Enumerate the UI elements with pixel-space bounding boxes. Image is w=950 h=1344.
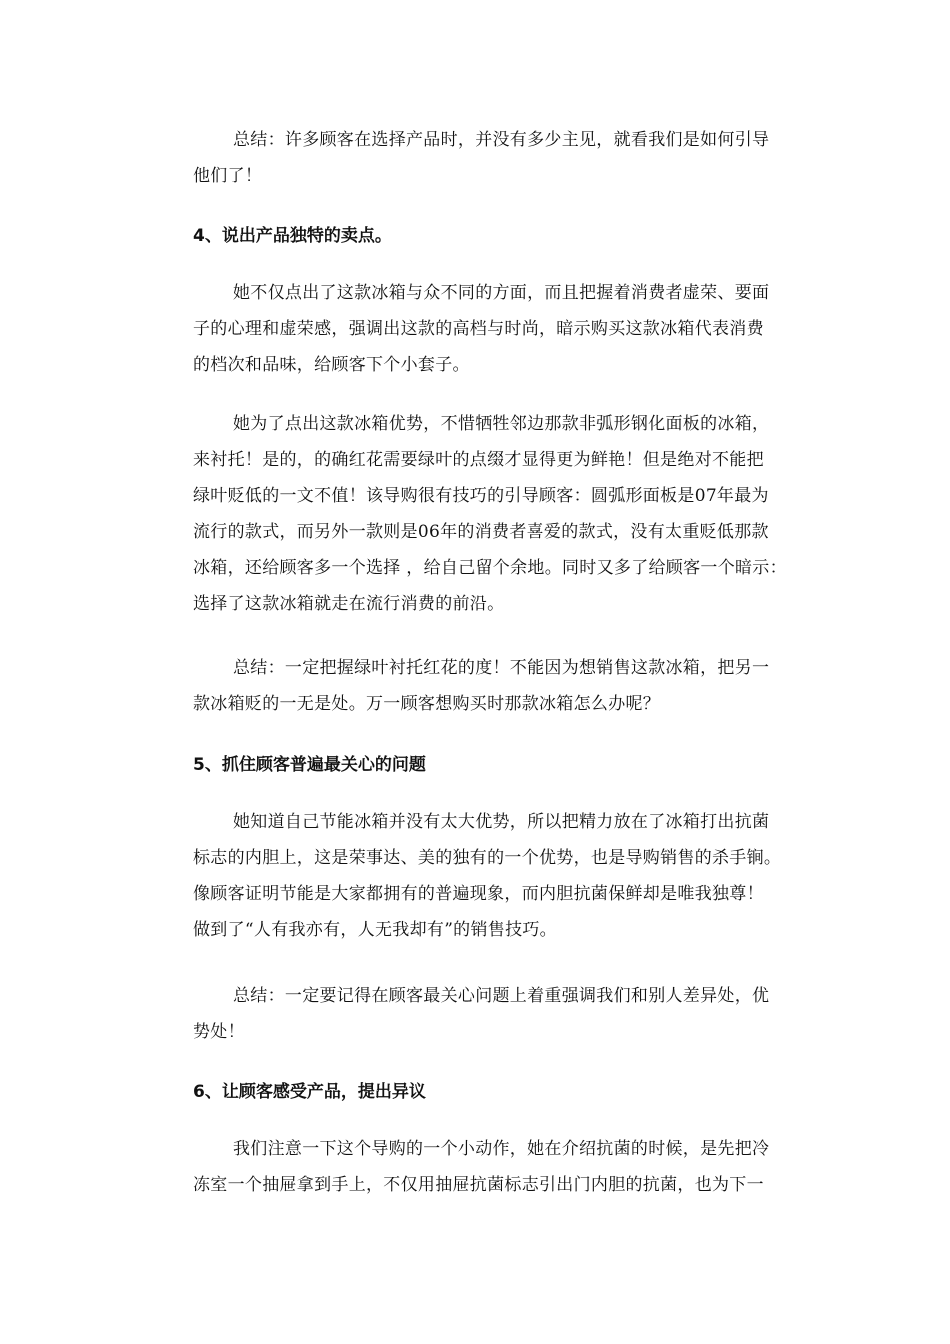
paragraph-summary-3: 总结：一定要记得在顾客最关心问题上着重强调我们和别人差异处，优 势处！	[193, 986, 770, 1042]
paragraph-contrast: 她为了点出这款冰箱优势，不惜牺牲邻边那款非弧形钢化面板的冰箱， 来衬托！是的，的确红花需要绿叶的点缀才显得更为鲜艳！但是绝对不能把 绿叶贬低的一文不值！该导购很有技巧的引导顾客：圆弧形面板是07年最为 流行的款式，而另外一款则是06年的消费者喜爱的款式，没有太重贬低那款 冰箱，还给顾客多一个选择 ，给自己留个余地。同时又多了给顾客一个暗示： 选择了这款冰箱就走在流行消费的前沿。	[193, 414, 787, 614]
paragraph-experience: 我们注意一下这个导购的一个小动作，她在介绍抗菌的时候，是先把冷 冻室一个抽屉拿到手上，不仅用抽屉抗菌标志引出门内胆的抗菌，也为下一	[193, 1139, 770, 1195]
paragraph-concern: 她知道自己节能冰箱并没有太大优势，所以把精力放在了冰箱打出抗菌 标志的内胆上，这是荣事达、美的独有的一个优势，也是导购销售的杀手锏。 像顾客证明节能是大家都拥有的普遍现象，而内胆抗菌保鲜却是唯我独尊！ 做到了“人有我亦有，人无我却有”的销售技巧。	[193, 812, 782, 940]
section-heading-6: 6、让顾客感受产品，提出异议	[193, 1082, 426, 1102]
section-heading-5: 5、抓住顾客普遍最关心的问题	[193, 755, 426, 775]
paragraph-selling-point: 她不仅点出了这款冰箱与众不同的方面，而且把握着消费者虚荣、要面 子的心理和虚荣感，强调出这款的高档与时尚，暗示购买这款冰箱代表消费 的档次和品味，给顾客下个小套子。	[193, 283, 770, 375]
section-heading-4: 4、说出产品独特的卖点。	[193, 226, 392, 246]
paragraph-summary-1: 总结：许多顾客在选择产品时，并没有多少主见，就看我们是如何引导 他们了！	[193, 130, 770, 186]
paragraph-summary-2: 总结：一定把握绿叶衬托红花的度！不能因为想销售这款冰箱，把另一 款冰箱贬的一无是处。万一顾客想购买时那款冰箱怎么办呢？	[193, 658, 770, 714]
